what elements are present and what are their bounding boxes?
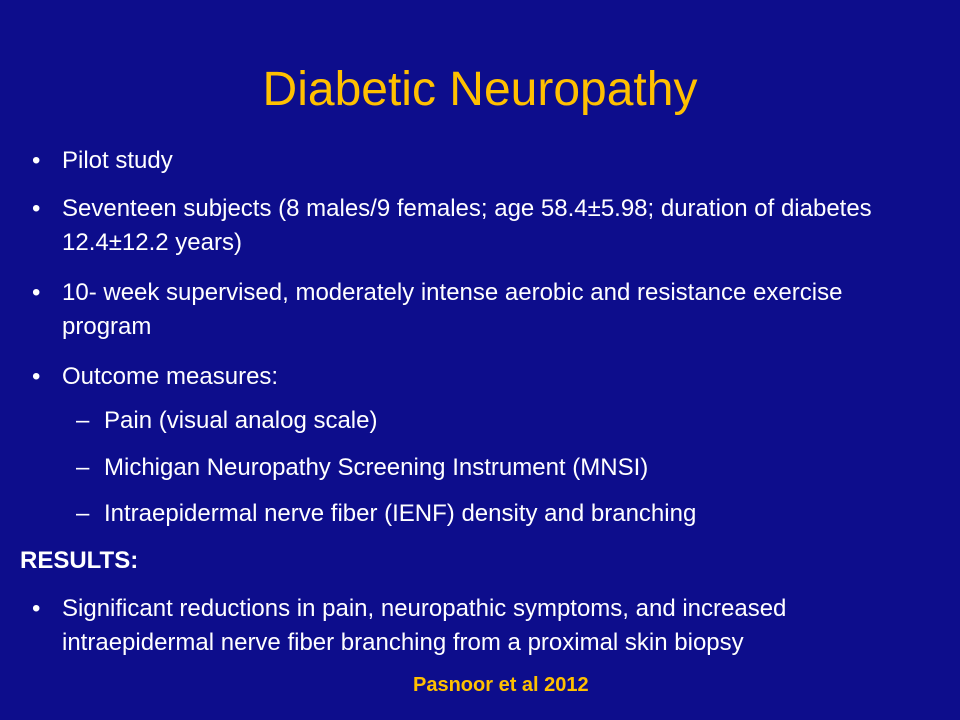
bullet-exercise-program: 10- week supervised, moderately intense aerobic and resistance exercise program [62, 279, 843, 340]
bullet-pilot-study: Pilot study [62, 147, 173, 174]
bullet-marker: • [32, 195, 41, 222]
sub-bullet-marker: – [76, 454, 90, 481]
sub-bullet-marker: – [76, 407, 90, 434]
sub-bullet-ienf: Intraepidermal nerve fiber (IENF) density and branching [104, 500, 697, 527]
sub-bullet-mnsi: Michigan Neuropathy Screening Instrument (MNSI) [104, 454, 649, 481]
bullet-subjects: Seventeen subjects (8 males/9 females; age 58.4±5.98; duration of diabetes 12.4±12.2 years) [62, 195, 872, 256]
bullet-outcome-measures: Outcome measures: [62, 363, 279, 390]
results-heading: RESULTS: [20, 547, 139, 574]
bullet-marker: • [32, 363, 41, 390]
bullet-marker: • [32, 147, 41, 174]
bullet-marker: • [32, 279, 41, 306]
sub-bullet-pain: Pain (visual analog scale) [104, 407, 378, 434]
bullet-marker: • [32, 595, 41, 622]
citation: Pasnoor et al 2012 [413, 674, 589, 696]
slide-title: Diabetic Neuropathy [262, 63, 698, 116]
sub-bullet-marker: – [76, 500, 90, 527]
bullet-results: Significant reductions in pain, neuropathic symptoms, and increased intraepidermal nerve fiber branching from a proximal skin biopsy [62, 595, 787, 656]
